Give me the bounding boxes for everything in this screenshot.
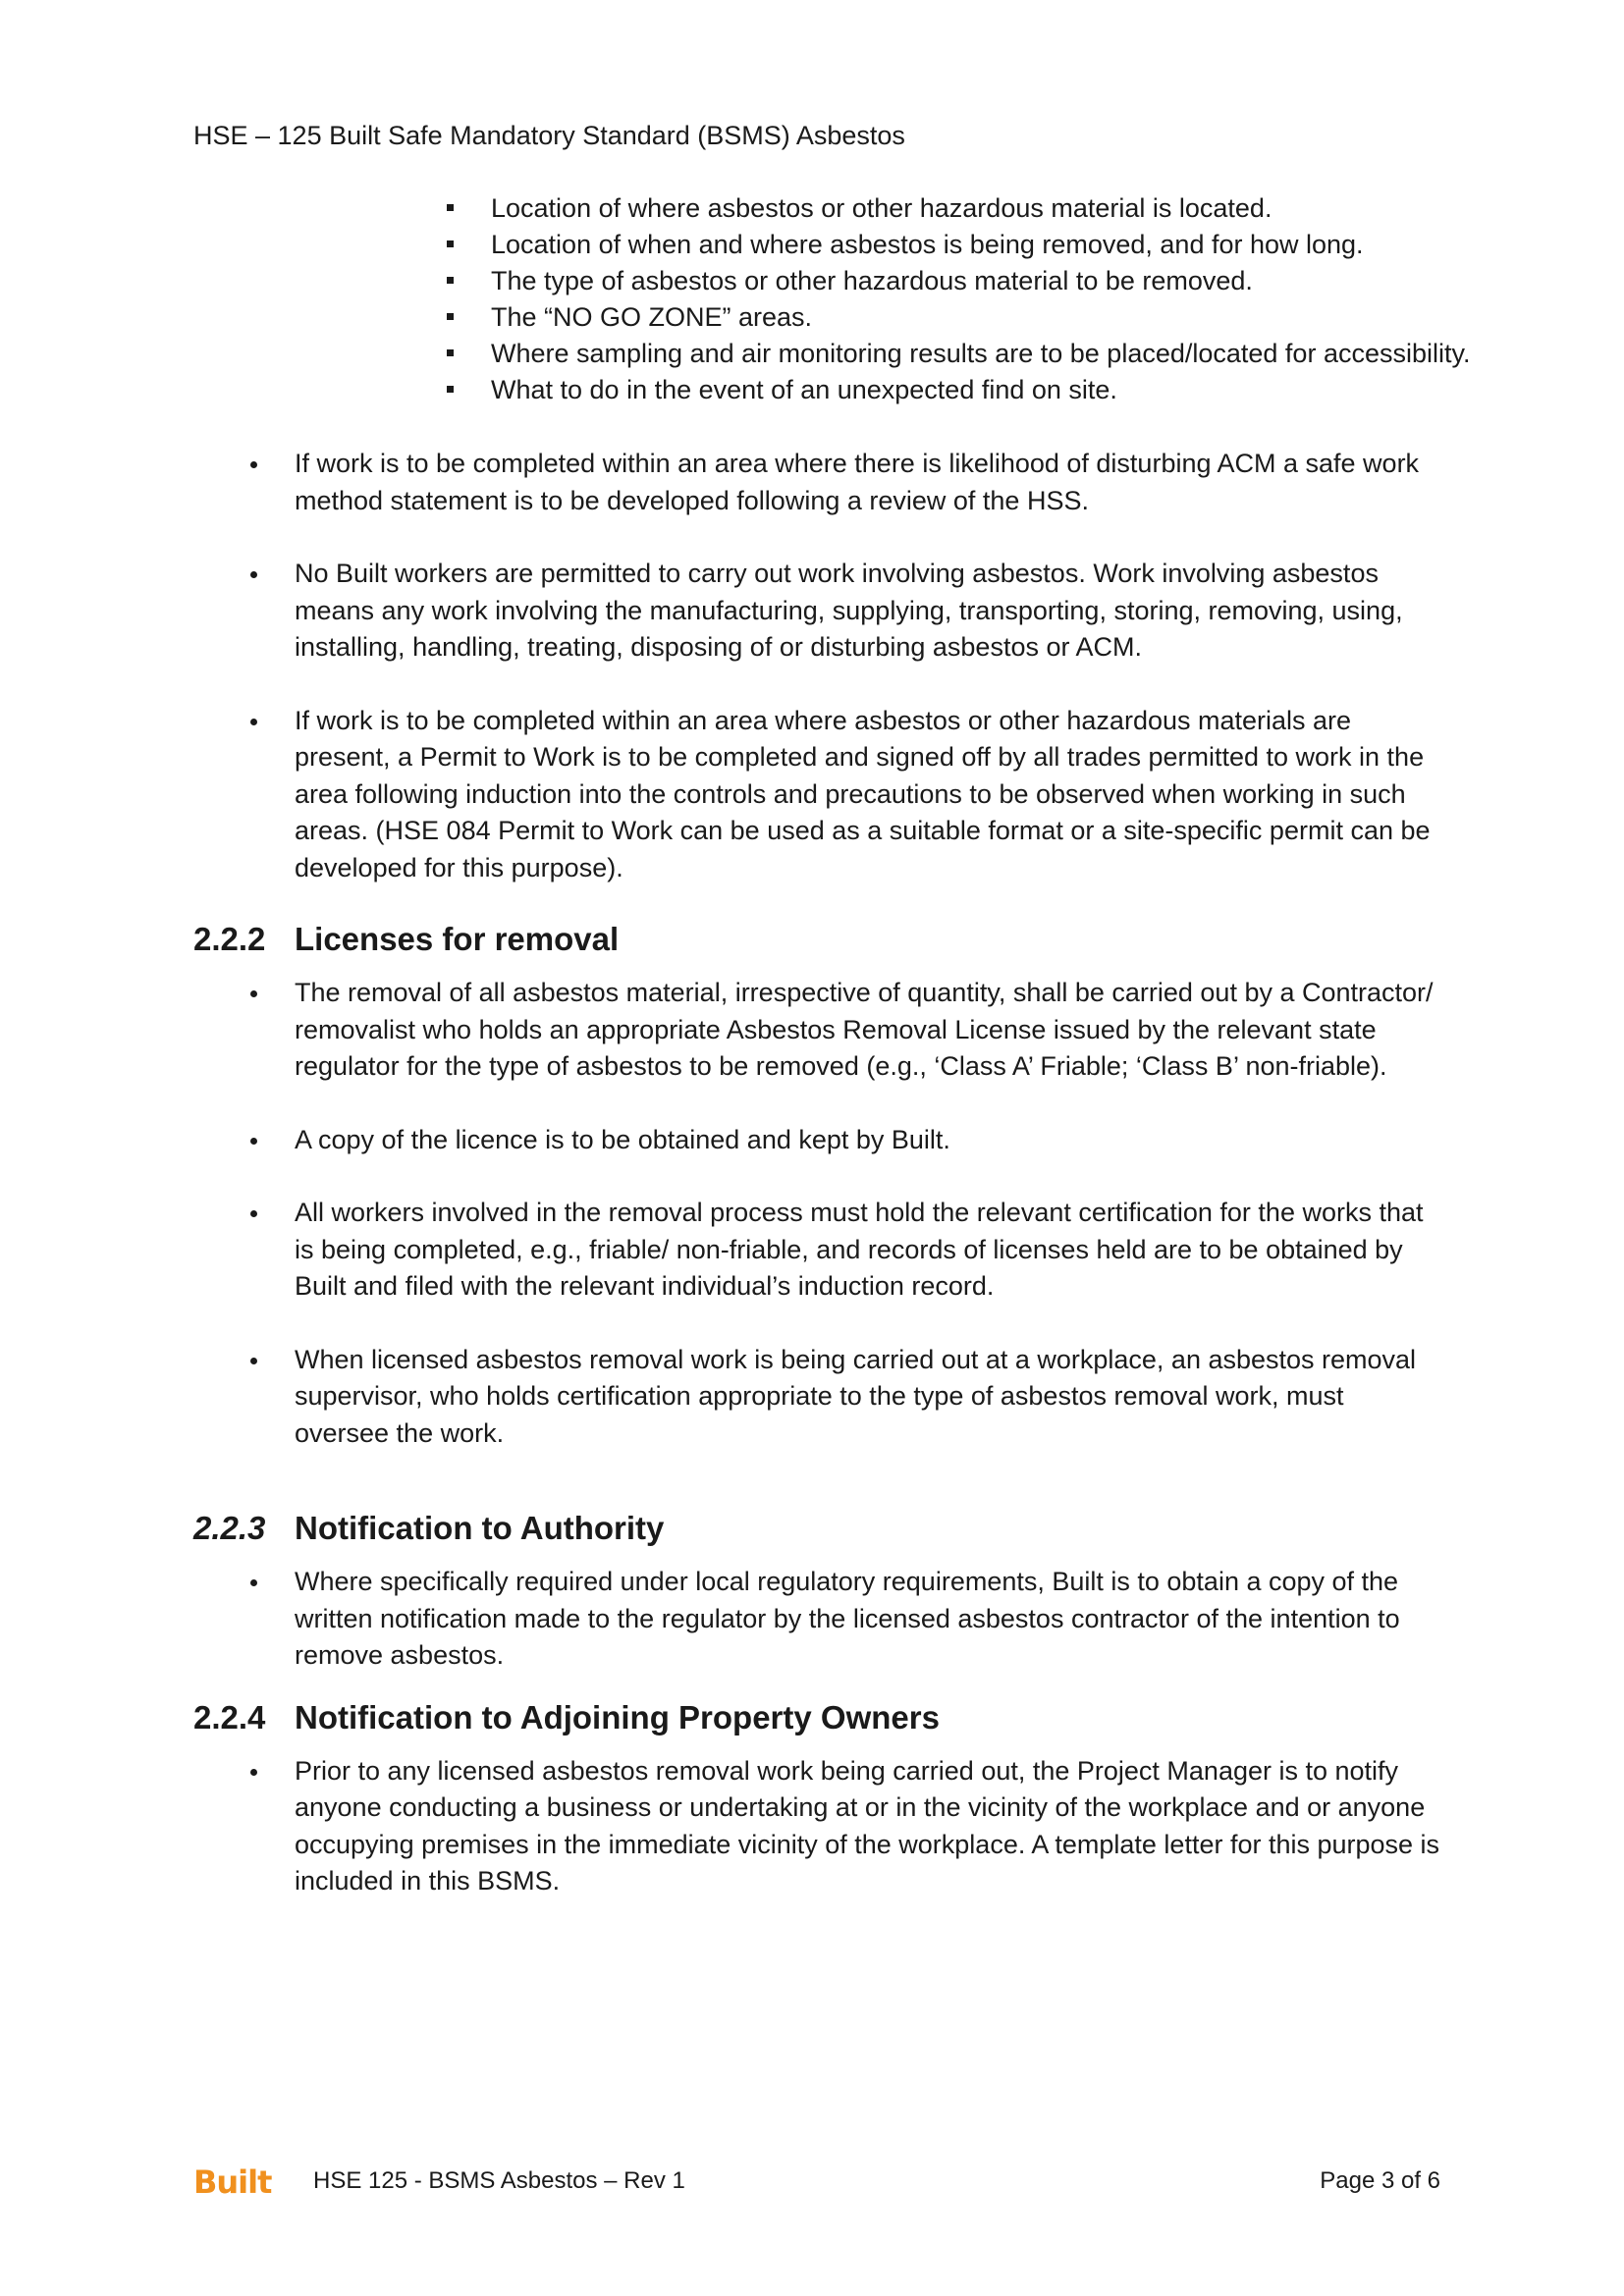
section-2-2-2-bullets xyxy=(193,975,1440,1452)
section-heading-2-2-2 xyxy=(193,920,1440,959)
bullet-item: When licensed asbestos removal work is being carried out at a workplace, an asbestos removal supervisor, who holds certification appropriate to the type of asbestos removal work, must oversee the work. xyxy=(295,1342,1443,1453)
section-title: Notification to Authority xyxy=(295,1510,665,1546)
bullet-item: All workers involved in the removal process must hold the relevant certification for the works that is being completed, e.g., friable/ non-friable, and records of licenses held are to be obtained by Built and filed with the relevant individual’s induction record. xyxy=(295,1195,1438,1306)
bullet-item: The removal of all asbestos material, irrespective of quantity, shall be carried out by a Contractor/ removalist who holds an appropriate Asbestos Removal License issued by the relevant state regulator for the type of asbestos to be removed (e.g., ‘Class A’ Friable; ‘Class B’ non-friable). xyxy=(295,975,1453,1086)
section-number: 2.2.3 xyxy=(193,1510,266,1546)
sub-bullet-item: What to do in the event of an unexpected find on site. xyxy=(491,372,1571,408)
section-number: 2.2.4 xyxy=(193,1698,266,1735)
sub-bullet-item: Location of where asbestos or other hazardous material is located. xyxy=(491,190,1571,227)
bullet-item: If work is to be completed within an area where asbestos or other hazardous materials are present, a Permit to Work is to be completed and signed off by all trades permitted to work in the area following induction into the controls and precautions to be observed when working in such areas. (HSE 084 Permit to Work can be used as a suitable format or a site-specific permit can be developed for this purpose). xyxy=(295,703,1453,887)
section-2-2-3-bullets xyxy=(193,1564,1440,1675)
built-logo: Built xyxy=(193,2163,272,2201)
bullet-item: A copy of the licence is to be obtained and kept by Built. xyxy=(295,1122,1453,1159)
bullet-item: Prior to any licensed asbestos removal work being carried out, the Project Manager is to notify anyone conducting a business or undertaking at or in the vicinity of the workplace and or anyone occupying premises in the immediate vicinity of the workplace. A template letter for this purpose is included in this BSMS. xyxy=(295,1753,1473,1900)
document-body xyxy=(193,190,1471,1900)
section-heading-2-2-4 xyxy=(193,1698,1440,1737)
bullet-item: Where specifically required under local regulatory requirements, Built is to obtain a copy of the written notification made to the regulator by the licensed asbestos contractor of the intention to remove asbestos. xyxy=(295,1564,1473,1675)
page-footer xyxy=(0,2162,1624,2201)
page-header-title: HSE – 125 Built Safe Mandatory Standard (BSMS) Asbestos xyxy=(193,121,905,150)
intro-bullet-list xyxy=(193,446,1440,886)
sub-bullet-item: Where sampling and air monitoring results are to be placed/located for accessibility. xyxy=(491,336,1473,372)
section-2-2-4-bullets xyxy=(193,1753,1440,1900)
sub-bullet-item: The type of asbestos or other hazardous material to be removed. xyxy=(491,263,1571,299)
footer-doc-reference: HSE 125 - BSMS Asbestos – Rev 1 xyxy=(313,2167,685,2194)
sub-bullet-item: The “NO GO ZONE” areas. xyxy=(491,299,1571,336)
section-number: 2.2.2 xyxy=(193,921,266,957)
section-title: Notification to Adjoining Property Owners xyxy=(295,1698,940,1735)
section-title: Licenses for removal xyxy=(295,921,620,957)
section-heading-2-2-3 xyxy=(193,1509,1440,1548)
bullet-item: No Built workers are permitted to carry out work involving asbestos. Work involving asbestos means any work involving the manufacturing, supplying, transporting, storing, removing, using, installing, handling, treating, disposing of or disturbing asbestos or ACM. xyxy=(295,556,1453,667)
bullet-item: If work is to be completed within an area where there is likelihood of disturbing ACM a safe work method statement is to be developed following a review of the HSS. xyxy=(295,446,1512,519)
footer-page-number: Page 3 of 6 xyxy=(1320,2167,1440,2194)
sub-bullet-list xyxy=(193,190,1471,408)
sub-bullet-item: Location of when and where asbestos is being removed, and for how long. xyxy=(491,227,1571,263)
